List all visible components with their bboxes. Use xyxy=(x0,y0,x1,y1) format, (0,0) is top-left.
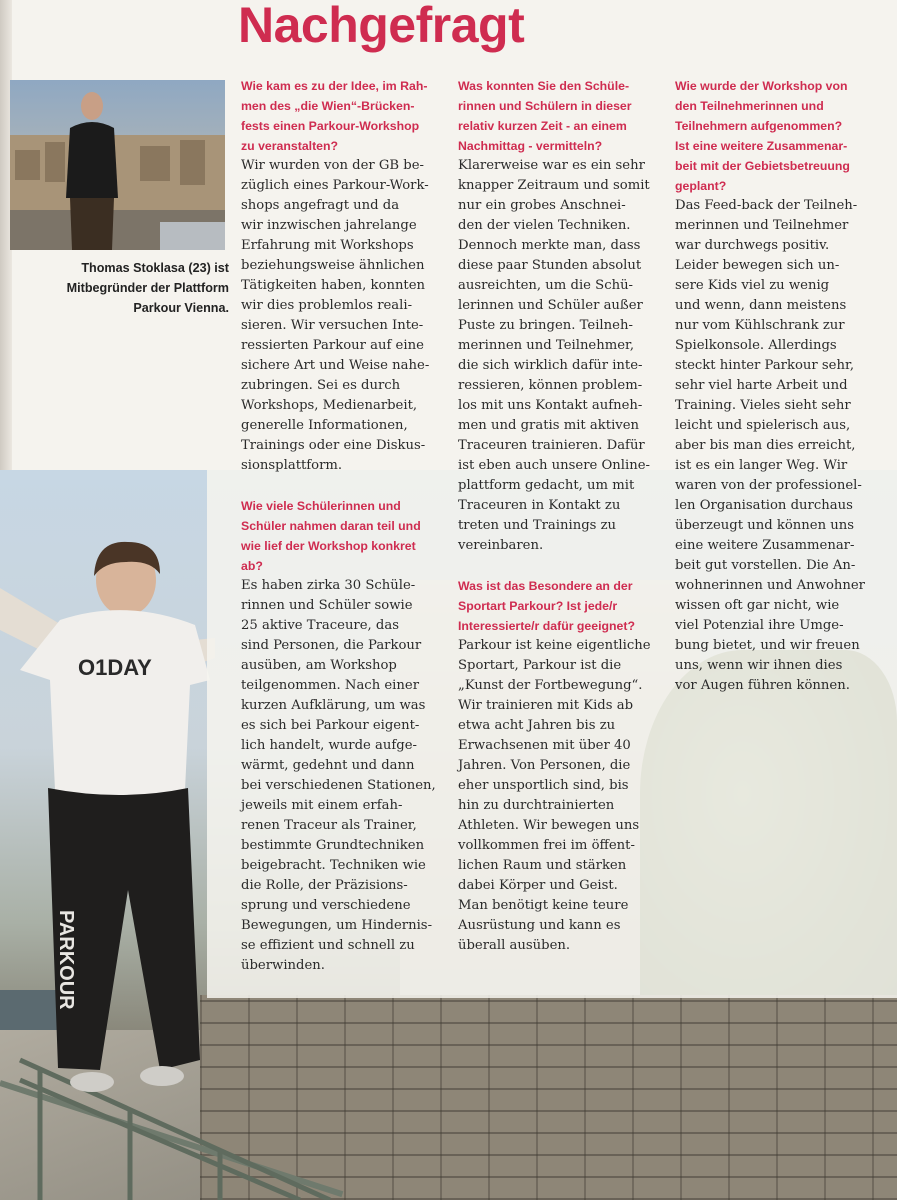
interview-answer: Klarerweise war es ein sehr knapper Zeitraum und somit nur ein grobes Anschnei- den der vielen Techniken. Dennoch merkte man, dass diese paar Stunden absolut ausreichten, um die Schü- lerinnen und Schüler außer Puste zu bringen. Teilneh- merinnen und Teilnehmer, die sich wirklich dafür inte- ressieren, können problem- los mit uns Kontakt aufneh- men und gratis mit aktiven Traceuren trainieren. Dafür ist eben auch unsere Online- plattform gedacht, um mit Traceuren in Kontakt zu treten und Trainings zu vereinbaren. xyxy=(458,158,650,553)
interview-question: Wie wurde der Workshop von den Teilnehmerinnen und Teilnehmern aufgenommen? Ist eine weitere Zusammenar- beit mit der Gebietsbetreuung geplant? xyxy=(675,79,850,193)
interview-question: Wie viele Schülerinnen und Schüler nahmen daran teil und wie lief der Workshop konkret ab? xyxy=(241,499,421,573)
interview-column-1 xyxy=(241,76,448,996)
portrait-caption: Thomas Stoklasa (23) ist Mitbegründer der Plattform Parkour Vienna. xyxy=(66,261,229,315)
interview-answer: Parkour ist keine eigentliche Sportart, Parkour ist die „Kunst der Fortbewegung“. Wir trainieren mit Kids ab etwa acht Jahren bis zu Erwachsenen mit über 40 Jahren. Von Personen, die eher unsportlich sind, bis hin zu durchtrainierten Athleten. Wir bewegen uns vollkommen frei im öffent- lichen Raum und stärken dabei Körper und Geist. Man benötigt keine teure Ausrüstung und kann es überall ausüben. xyxy=(458,638,651,953)
pants-print: PARKOUR xyxy=(55,910,77,1010)
interview-column-2 xyxy=(458,76,666,976)
interview-column-3 xyxy=(675,76,880,716)
interview-answer: Wir wurden von der GB be- züglich eines Parkour-Work- shops angefragt und da wir inzwischen jahrelange Erfahrung mit Workshops beziehungsweise ähnlichen Tätigkeiten haben, konnten wir dies problemlos reali- sieren. Wir versuchen Inte- ressierten Parkour auf eine sichere Art und Weise nahe- zubringen. Sei es durch Workshops, Medienarbeit, generelle Informationen, Trainings oder eine Diskus- sionsplattform. xyxy=(241,158,430,473)
interview-question: Wie kam es zu der Idee, im Rah- men des „die Wien“-Brücken- fests einen Parkour-Workshop zu veranstalten? xyxy=(241,79,428,153)
portrait-photo xyxy=(10,80,225,250)
interview-answer: Das Feed-back der Teilneh- merinnen und Teilnehmer war durchwegs positiv. Leider bewegen sich un- sere Kids viel zu wenig und wenn, dann meistens nur vom Kühlschrank zur Spielkonsole. Allerdings steckt hinter Parkour sehr, sehr viel harte Arbeit und Training. Vieles sieht sehr leicht und spielerisch aus, aber bis man dies erreicht, ist es ein langer Weg. Wir waren von der professionel- len Organisation durchaus überzeugt und können uns eine weitere Zusammenar- beit gut vorstellen. Die An- wohnerinnen und Anwohner wissen oft gar nicht, wie viel Potenzial ihre Umge- bung bietet, und wir freuen uns, wenn wir ihnen dies vor Augen führen können. xyxy=(675,198,865,693)
page-title: Nachgefragt xyxy=(238,0,525,53)
interview-question: Was ist das Besondere an der Sportart Parkour? Ist jede/r Interessierte/r dafür geeignet? xyxy=(458,579,635,633)
interview-answer: Es haben zirka 30 Schüle- rinnen und Schüler sowie 25 aktive Traceure, das sind Personen, die Parkour ausüben, am Workshop teilgenommen. Nach einer kurzen Aufklärung, um was es sich bei Parkour eigent- lich handelt, wurde aufge- wärmt, gedehnt und dann bei verschiedenen Stationen, jeweils mit einem erfah- renen Traceur als Trainer, bestimmte Grundtechniken beigebracht. Techniken wie die Rolle, der Präzisions- sprung und verschiedene Bewegungen, um Hindernis- se effizient und schnell zu überwinden. xyxy=(241,578,436,973)
tshirt-print: O1DAY xyxy=(78,655,152,680)
portrait-image xyxy=(10,80,225,250)
interview-question: Was konnten Sie den Schüle- rinnen und Schülern in dieser relativ kurzen Zeit - an einem Nachmittag - vermitteln? xyxy=(458,79,632,153)
